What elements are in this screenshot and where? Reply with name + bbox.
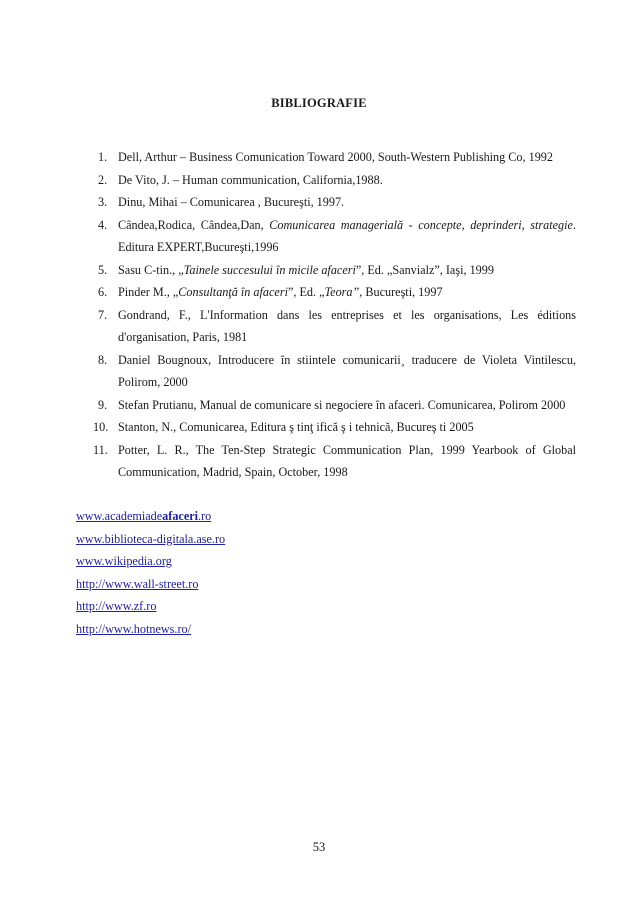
reference-item bbox=[76, 259, 576, 282]
reference-text: Daniel Bougnoux, Introducere în stiintele comunicarii¸ traducere de Violeta Vintilescu, Polirom, 2000 bbox=[118, 352, 576, 389]
link-text-pre: www.academiade bbox=[76, 509, 163, 523]
reference-text-pre: Sasu C-tin., „ bbox=[118, 262, 184, 277]
link-zf[interactable]: http://www.zf.ro bbox=[76, 599, 157, 613]
link-text-bold: afaceri bbox=[162, 509, 199, 523]
page-number: 53 bbox=[312, 840, 326, 854]
link-wikipedia[interactable]: www.wikipedia.org bbox=[76, 554, 172, 568]
bibliography-list bbox=[76, 146, 576, 484]
reference-item bbox=[76, 281, 576, 304]
reference-item bbox=[76, 416, 576, 439]
reference-text-post: . Editura EXPERT,Bucureşti,1996 bbox=[118, 217, 576, 254]
reference-text: Stanton, N., Comunicarea, Editura ş tinţ ifică ş i tehnică, Bucureş ti 2005 bbox=[118, 420, 474, 434]
reference-text-post: ”, Ed. „Sanvialz”, Iaşi, 1999 bbox=[355, 262, 494, 277]
reference-number: 8. bbox=[98, 352, 108, 367]
reference-number: 7. bbox=[98, 307, 108, 322]
link-hotnews[interactable]: http://www.hotnews.ro/ bbox=[76, 621, 191, 636]
reference-number: 9. bbox=[98, 397, 108, 412]
link-academiadeafaceri[interactable] bbox=[76, 505, 225, 528]
reference-item bbox=[76, 304, 576, 349]
reference-item bbox=[76, 439, 576, 484]
reference-text-mid: ”, Ed. „ bbox=[287, 285, 325, 299]
reference-item bbox=[76, 394, 576, 417]
reference-number: 1. bbox=[98, 150, 108, 164]
reference-text: Dell, Arthur – Business Comunication Toward 2000, South-Western Publishing Co, 1992 bbox=[118, 150, 553, 164]
reference-text-pre: Cândea,Rodica, Cândea,Dan, bbox=[118, 217, 270, 232]
reference-text-pre: Pinder M., „ bbox=[118, 285, 179, 299]
reference-text-italic: Comunicarea managerială - concepte, deprinderi, strategie bbox=[269, 217, 573, 232]
reference-number: 6. bbox=[98, 285, 108, 299]
reference-number: 4. bbox=[98, 217, 108, 232]
link-text-post: .ro bbox=[198, 509, 212, 523]
reference-number: 5. bbox=[98, 262, 108, 277]
link-biblioteca-digitala[interactable]: www.biblioteca-digitala.ase.ro bbox=[76, 531, 226, 546]
reference-text: De Vito, J. – Human communication, California,1988. bbox=[118, 172, 383, 187]
reference-text: Gondrand, F., L'Information dans les entreprises et les organisations, Les éditions d'organisation, Paris, 1981 bbox=[118, 307, 576, 344]
page-title: BIBLIOGRAFIE bbox=[271, 96, 367, 110]
reference-text-italic: Consultanţă în afaceri bbox=[178, 285, 288, 299]
reference-item bbox=[76, 146, 576, 169]
reference-number: 2. bbox=[98, 172, 108, 187]
reference-item bbox=[76, 349, 576, 394]
reference-item bbox=[76, 169, 576, 192]
reference-text: Dinu, Mihai – Comunicarea , Bucureşti, 1997. bbox=[118, 195, 345, 209]
reference-number: 3. bbox=[98, 195, 108, 209]
reference-text: Potter, L. R., The Ten-Step Strategic Communication Plan, 1999 Yearbook of Global Communication, Madrid, Spain, October, 1998 bbox=[118, 442, 576, 479]
reference-text-italic-2: Teora”, bbox=[324, 285, 363, 299]
reference-text-post: Bucureşti, 1997 bbox=[362, 285, 443, 299]
reference-text-italic: Tainele succesului în micile afaceri bbox=[183, 262, 356, 277]
reference-number: 11. bbox=[93, 442, 108, 457]
reference-text: Stefan Prutianu, Manual de comunicare si negociere în afaceri. Comunicarea, Polirom 2000 bbox=[118, 397, 566, 412]
reference-number: 10. bbox=[93, 420, 109, 434]
web-links bbox=[76, 505, 225, 640]
reference-item bbox=[76, 214, 576, 259]
link-wall-street[interactable]: http://www.wall-street.ro bbox=[76, 576, 199, 591]
reference-item bbox=[76, 191, 576, 214]
